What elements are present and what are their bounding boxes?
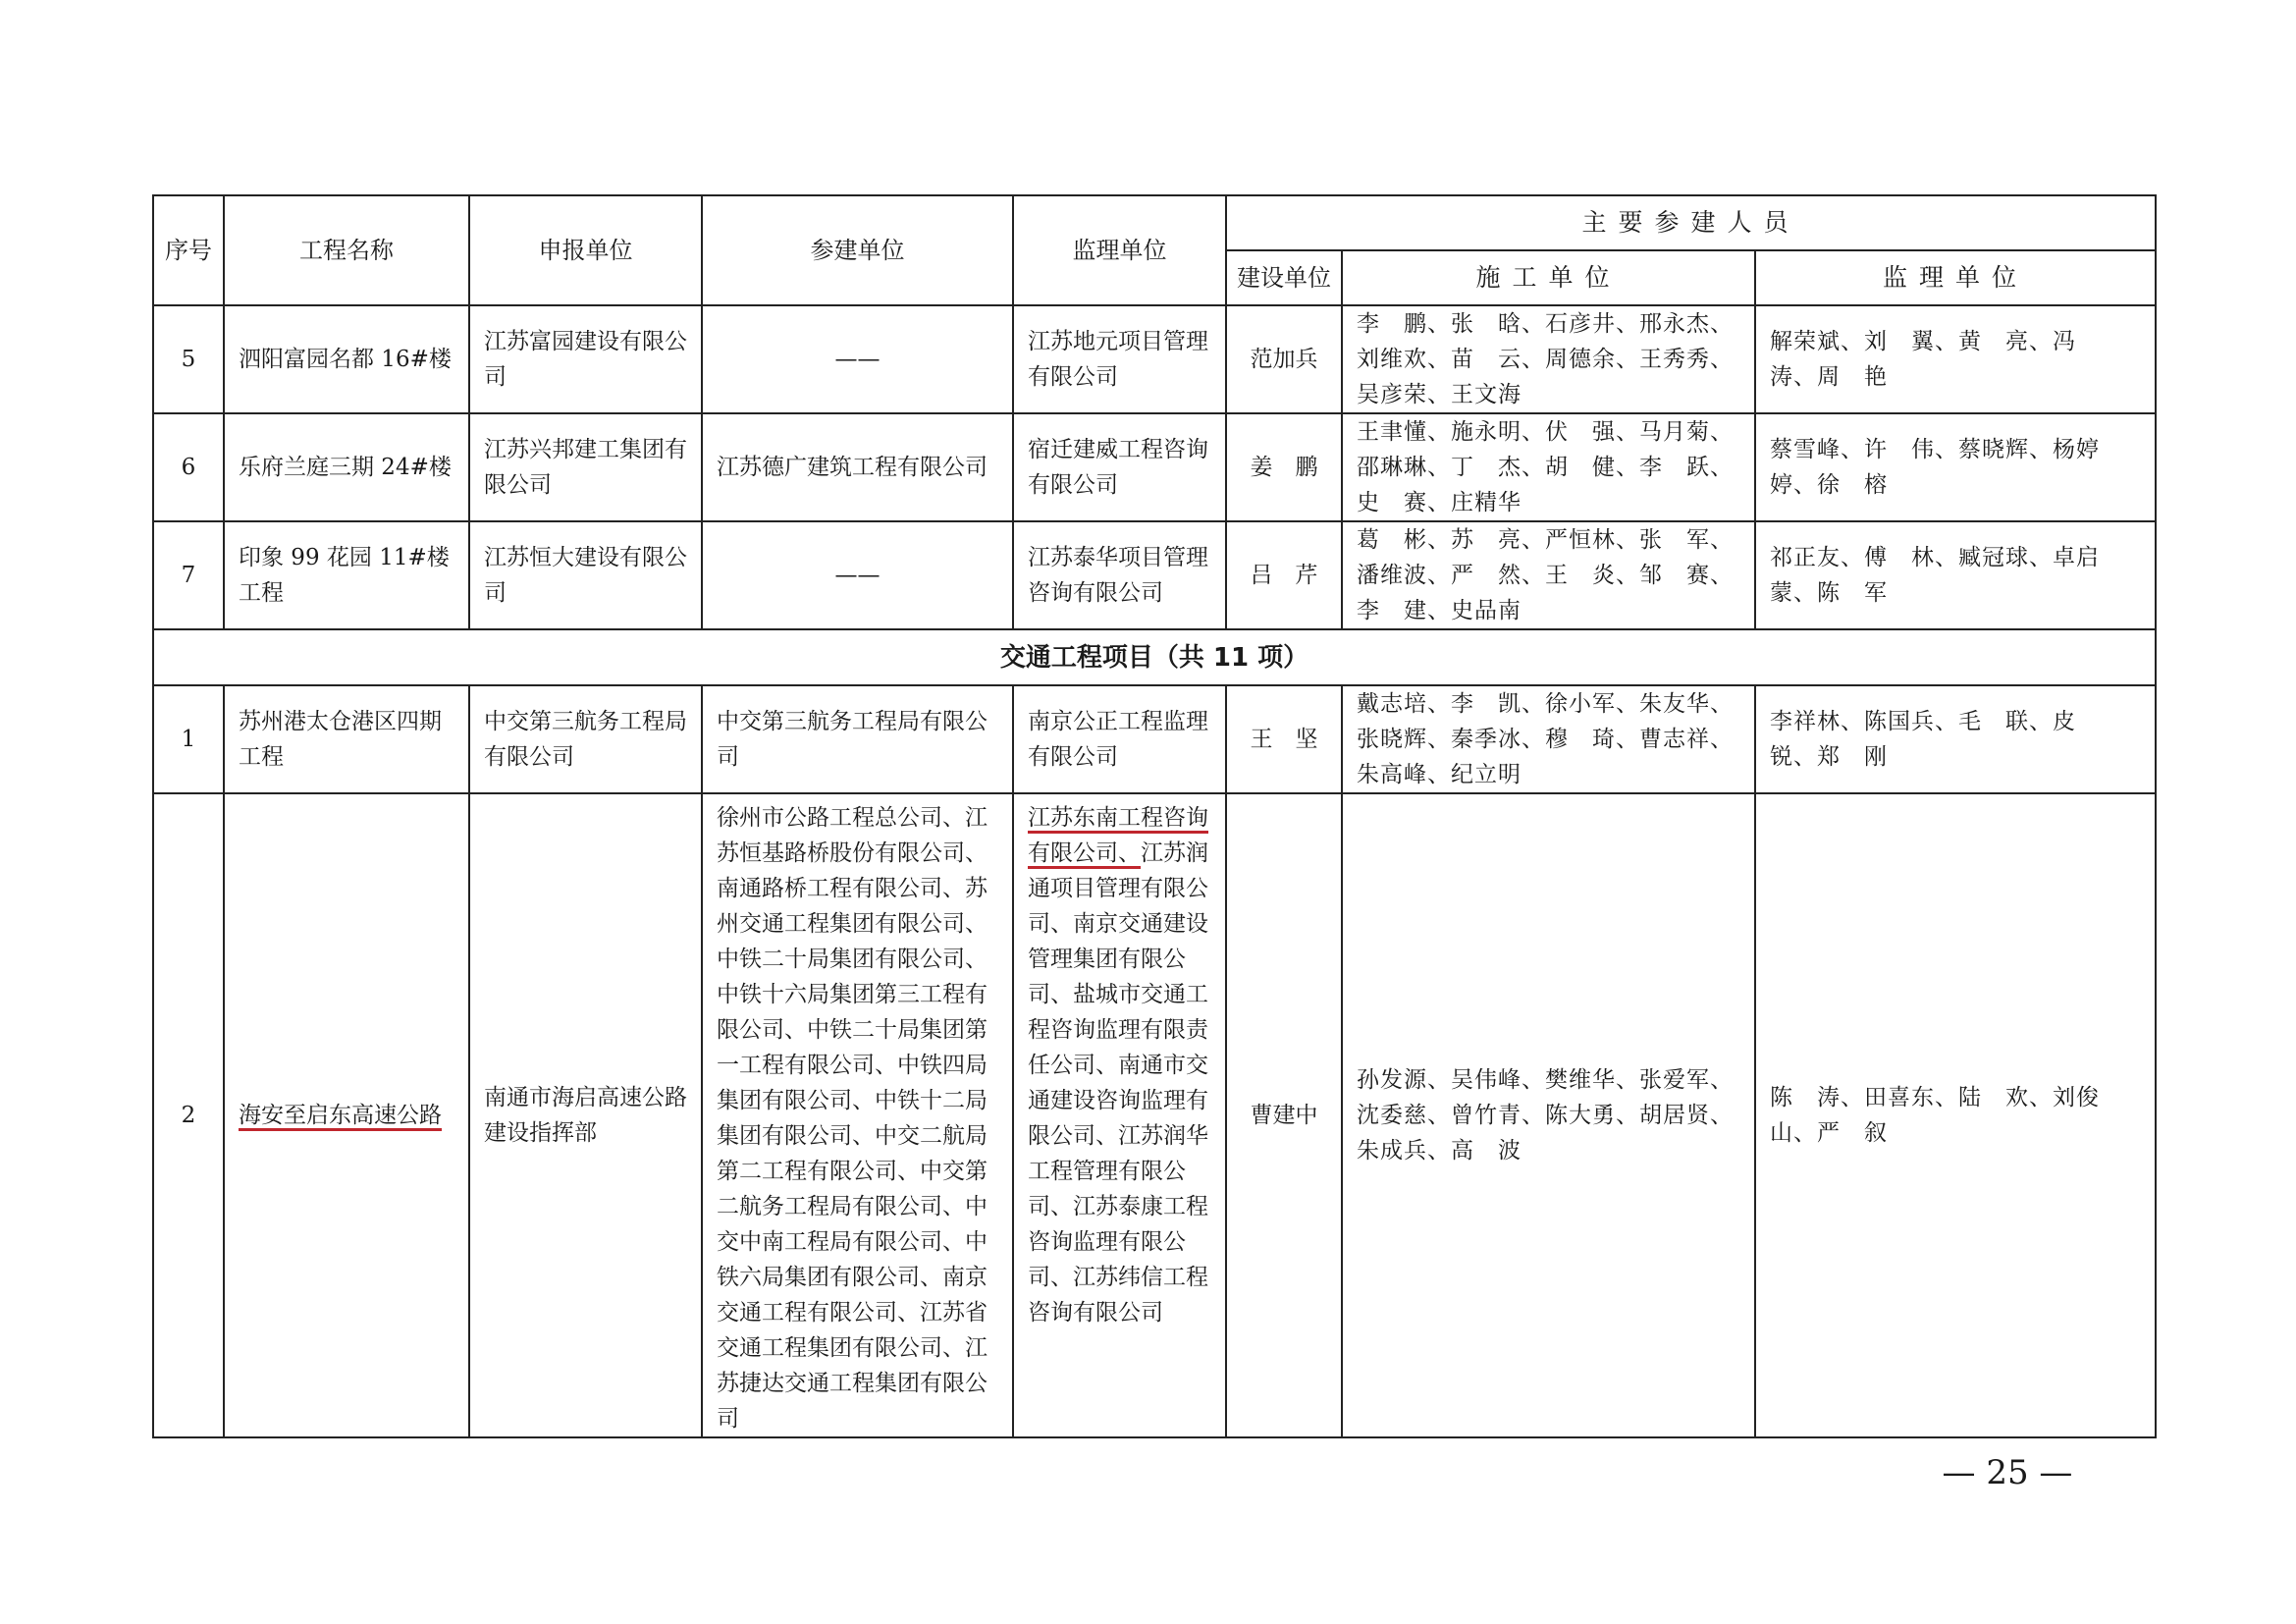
table-row xyxy=(153,521,2156,629)
row-supervisor: 江苏地元项目管理有限公司 xyxy=(1013,305,1226,413)
row-construction-staff: 孙发源、吴伟峰、樊维华、张爱军、沈委慈、曾竹青、陈大勇、胡居贤、朱成兵、高 波 xyxy=(1342,793,1755,1437)
row-project-name: 泗阳富园名都 16#楼 xyxy=(224,305,469,413)
header-staff-builder: 建设单位 xyxy=(1226,250,1342,305)
header-participant: 参建单位 xyxy=(702,195,1013,305)
header-staff-supervision: 监理单位 xyxy=(1755,250,2156,305)
row-applicant: 江苏恒大建设有限公司 xyxy=(469,521,702,629)
row-supervision-staff: 解荣斌、刘 翼、黄 亮、冯 涛、周 艳 xyxy=(1755,305,2156,413)
row-builder: 曹建中 xyxy=(1226,793,1342,1437)
table-row xyxy=(153,793,2156,1437)
row-supervisor: 江苏泰华项目管理咨询有限公司 xyxy=(1013,521,1226,629)
row-supervision-staff: 陈 涛、田喜东、陆 欢、刘俊山、严 叙 xyxy=(1755,793,2156,1437)
row-applicant: 南通市海启高速公路建设指挥部 xyxy=(469,793,702,1437)
row-supervisor: 宿迁建威工程咨询有限公司 xyxy=(1013,413,1226,521)
row-builder: 范加兵 xyxy=(1226,305,1342,413)
row-project-name: 印象 99 花园 11#楼工程 xyxy=(224,521,469,629)
header-project-name: 工程名称 xyxy=(224,195,469,305)
row-seq: 6 xyxy=(153,413,224,521)
row-construction-staff: 王聿懂、施永明、伏 强、马月菊、邵琳琳、丁 杰、胡 健、李 跃、史 赛、庄精华 xyxy=(1342,413,1755,521)
project-name-underlined: 海安至启东高速公路 xyxy=(239,1103,442,1128)
row-applicant: 中交第三航务工程局有限公司 xyxy=(469,685,702,793)
row-builder: 姜 鹏 xyxy=(1226,413,1342,521)
header-staff-construction: 施工单位 xyxy=(1342,250,1755,305)
header-applicant: 申报单位 xyxy=(469,195,702,305)
row-supervisor: 南京公正工程监理有限公司 xyxy=(1013,685,1226,793)
row-construction-staff: 葛 彬、苏 亮、严恒林、张 军、潘维波、严 然、王 炎、邹 赛、李 建、史品南 xyxy=(1342,521,1755,629)
row-builder: 王 坚 xyxy=(1226,685,1342,793)
supervisor-underlined: 江苏东南工程咨询有限公司、 xyxy=(1028,805,1208,866)
row-applicant: 江苏富园建设有限公司 xyxy=(469,305,702,413)
row-participant: 江苏德广建筑工程有限公司 xyxy=(702,413,1013,521)
row-participant: —— xyxy=(702,305,1013,413)
row-seq: 7 xyxy=(153,521,224,629)
row-supervision-staff: 李祥林、陈国兵、毛 联、皮 锐、郑 刚 xyxy=(1755,685,2156,793)
table-row xyxy=(153,413,2156,521)
project-table xyxy=(152,194,2157,1438)
row-participant: —— xyxy=(702,521,1013,629)
row-participant: 中交第三航务工程局有限公司 xyxy=(702,685,1013,793)
table-row xyxy=(153,685,2156,793)
row-seq: 2 xyxy=(153,793,224,1437)
row-participant: 徐州市公路工程总公司、江苏恒基路桥股份有限公司、南通路桥工程有限公司、苏州交通工程集团有限公司、中铁二十局集团有限公司、中铁十六局集团第三工程有限公司、中铁二十局集团第一工程有限公司、中铁四局集团有限公司、中铁十二局集团有限公司、中交二航局第二工程有限公司、中交第二航务工程局有限公司、中交中南工程局有限公司、中铁六局集团有限公司、南京交通工程有限公司、江苏省交通工程集团有限公司、江苏捷达交通工程集团有限公司 xyxy=(702,793,1013,1437)
header-seq: 序号 xyxy=(153,195,224,305)
row-project-name: 苏州港太仓港区四期工程 xyxy=(224,685,469,793)
row-project-name xyxy=(224,793,469,1437)
page-number: — 25 — xyxy=(1942,1453,2073,1492)
supervisor-rest: 江苏润通项目管理有限公司、南京交通建设管理集团有限公司、盐城市交通工程咨询监理有限责任公司、南通市交通建设咨询监理有限公司、江苏润华工程管理有限公司、江苏泰康工程咨询监理有限公司、江苏纬信工程咨询有限公司 xyxy=(1028,840,1208,1326)
row-seq: 5 xyxy=(153,305,224,413)
row-builder: 吕 芹 xyxy=(1226,521,1342,629)
row-supervision-staff: 祁正友、傅 林、臧冠球、卓启蒙、陈 军 xyxy=(1755,521,2156,629)
table-row xyxy=(153,305,2156,413)
section-title: 交通工程项目（共 11 项） xyxy=(153,629,2156,685)
row-project-name: 乐府兰庭三期 24#楼 xyxy=(224,413,469,521)
row-construction-staff: 李 鹏、张 晗、石彦井、邢永杰、刘维欢、苗 云、周德余、王秀秀、吴彦荣、王文海 xyxy=(1342,305,1755,413)
row-supervision-staff: 蔡雪峰、许 伟、蔡晓辉、杨婷婷、徐 榕 xyxy=(1755,413,2156,521)
header-main-staff: 主要参建人员 xyxy=(1226,195,2156,250)
row-applicant: 江苏兴邦建工集团有限公司 xyxy=(469,413,702,521)
row-supervisor xyxy=(1013,793,1226,1437)
row-construction-staff: 戴志培、李 凯、徐小军、朱友华、张晓辉、秦季冰、穆 琦、曹志祥、朱高峰、纪立明 xyxy=(1342,685,1755,793)
row-seq: 1 xyxy=(153,685,224,793)
header-supervisor: 监理单位 xyxy=(1013,195,1226,305)
